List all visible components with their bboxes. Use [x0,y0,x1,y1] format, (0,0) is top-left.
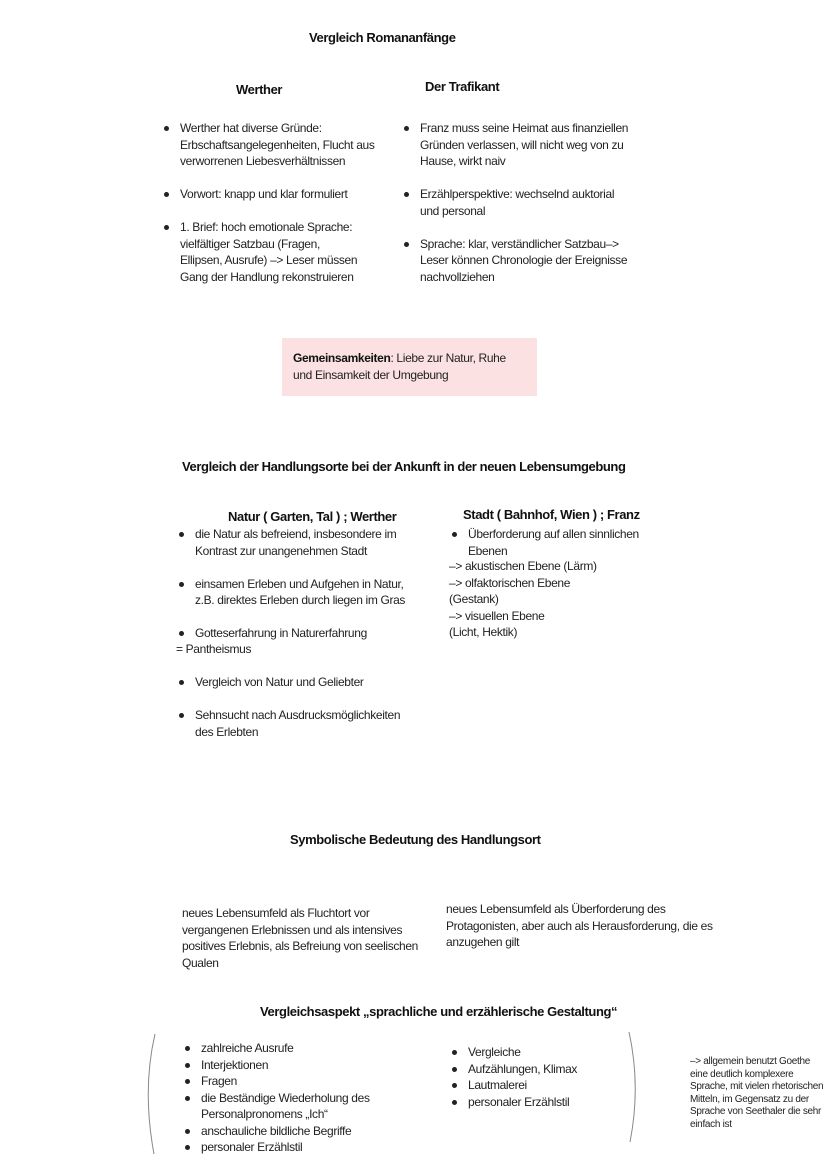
list-item: Werther hat diverse Gründe: Erbschaftsangelegenheiten, Flucht aus verworrenen Liebesverhältnissen [164,120,379,170]
list-item: Lautmalerei [452,1077,622,1094]
page-title: Vergleich Romananfänge [309,30,456,45]
stadt-line: –> olfaktorischen Ebene [449,575,571,590]
list-item: die Beständige Wiederholung des Personalpronomens „Ich“ [185,1090,385,1123]
section3-heading: Symbolische Bedeutung des Handlungsort [290,832,541,847]
stadt-list [452,526,662,559]
list-item: die Natur als befreiend, insbesondere im Kontrast zur unangenehmen Stadt [179,526,409,559]
stadt-line: (Licht, Hektik) [449,625,518,639]
werther-heading: Werther [236,82,283,97]
section2-heading: Vergleich der Handlungsorte bei der Ankunft in der neuen Lebensumgebung [182,459,626,474]
stadt-line: (Gestank) [449,592,499,606]
list-item: Vergleiche [452,1044,622,1061]
natur-list [179,526,419,642]
list-item: Erzählperspektive: wechselnd auktorial und personal [404,186,619,219]
right-bracket [625,1028,645,1148]
symbol-right-text: neues Lebensumfeld als Überforderung des Protagonisten, aber auch als Herausforderung, die es anzugehen gilt [446,902,713,949]
pantheismus: = Pantheismus [176,642,252,656]
list-item: Überforderung auf allen sinnlichen Ebenen [452,526,662,559]
natur-list-2 [179,674,419,757]
list-item: 1. Brief: hoch emotionale Sprache: vielfältiger Satzbau (Fragen, Ellipsen, Ausrufe) –> Leser müssen Gang der Handlung rekonstruieren [164,219,364,285]
list-item: Vorwort: knapp und klar formuliert [164,186,379,203]
list-item: zahlreiche Ausrufe [185,1040,415,1057]
stadt-line: –> visuellen Ebene [449,608,545,623]
werther-list [164,120,379,302]
list-item: Sprache: klar, verständlicher Satzbau–> Leser können Chronologie der Ereignisse nachvollziehen [404,236,629,286]
list-item: Aufzählungen, Klimax [452,1061,622,1078]
common-box [282,338,537,396]
list-item: einsamen Erleben und Aufgehen in Natur, z.B. direktes Erleben durch liegen im Gras [179,576,419,609]
stadt-lines [449,558,597,641]
common-text: : Liebe zur Natur, Ruhe und Einsamkeit der Umgebung [293,351,506,382]
list-item: personaler Erzählstil [452,1094,622,1111]
section4-heading: Vergleichsaspekt „sprachliche und erzählerische Gestaltung“ [260,1004,618,1019]
natur-heading: Natur ( Garten, Tal ) ; Werther [228,509,397,524]
stadt-heading: Stadt ( Bahnhof, Wien ) ; Franz [463,507,640,522]
summary-note: –> allgemein benutzt Goethe eine deutlich komplexere Sprache, mit vielen rhetorischen Mitteln, im Gegensatz zu der Sprache von Seethaler die sehr einfach ist [690,1056,824,1130]
common-label: Gemeinsamkeiten [293,351,391,365]
stadt-line: –> akustischen Ebene (Lärm) [449,559,597,573]
list-item: personaler Erzählstil [185,1139,415,1156]
trafikant-list [404,120,644,302]
goethe-style-list [185,1040,415,1156]
list-item: anschauliche bildliche Begriffe [185,1123,415,1140]
trafikant-heading: Der Trafikant [425,79,500,94]
list-item: Franz muss seine Heimat aus finanziellen Gründen verlassen, will nicht weg von zu Hause, wirkt naiv [404,120,644,170]
symbol-left-text: neues Lebensumfeld als Fluchtort vor vergangenen Erlebnissen und als intensives positives Erlebnis, als Befreiung von seelischen Qualen [182,906,419,970]
list-item: Vergleich von Natur und Geliebter [179,674,419,691]
list-item: Gotteserfahrung in Naturerfahrung [179,625,419,642]
left-bracket [140,1030,160,1160]
list-item: Interjektionen [185,1057,415,1074]
list-item: Fragen [185,1073,415,1090]
list-item: Sehnsucht nach Ausdrucksmöglichkeiten des Erlebten [179,707,409,740]
seethaler-style-list [452,1044,622,1110]
